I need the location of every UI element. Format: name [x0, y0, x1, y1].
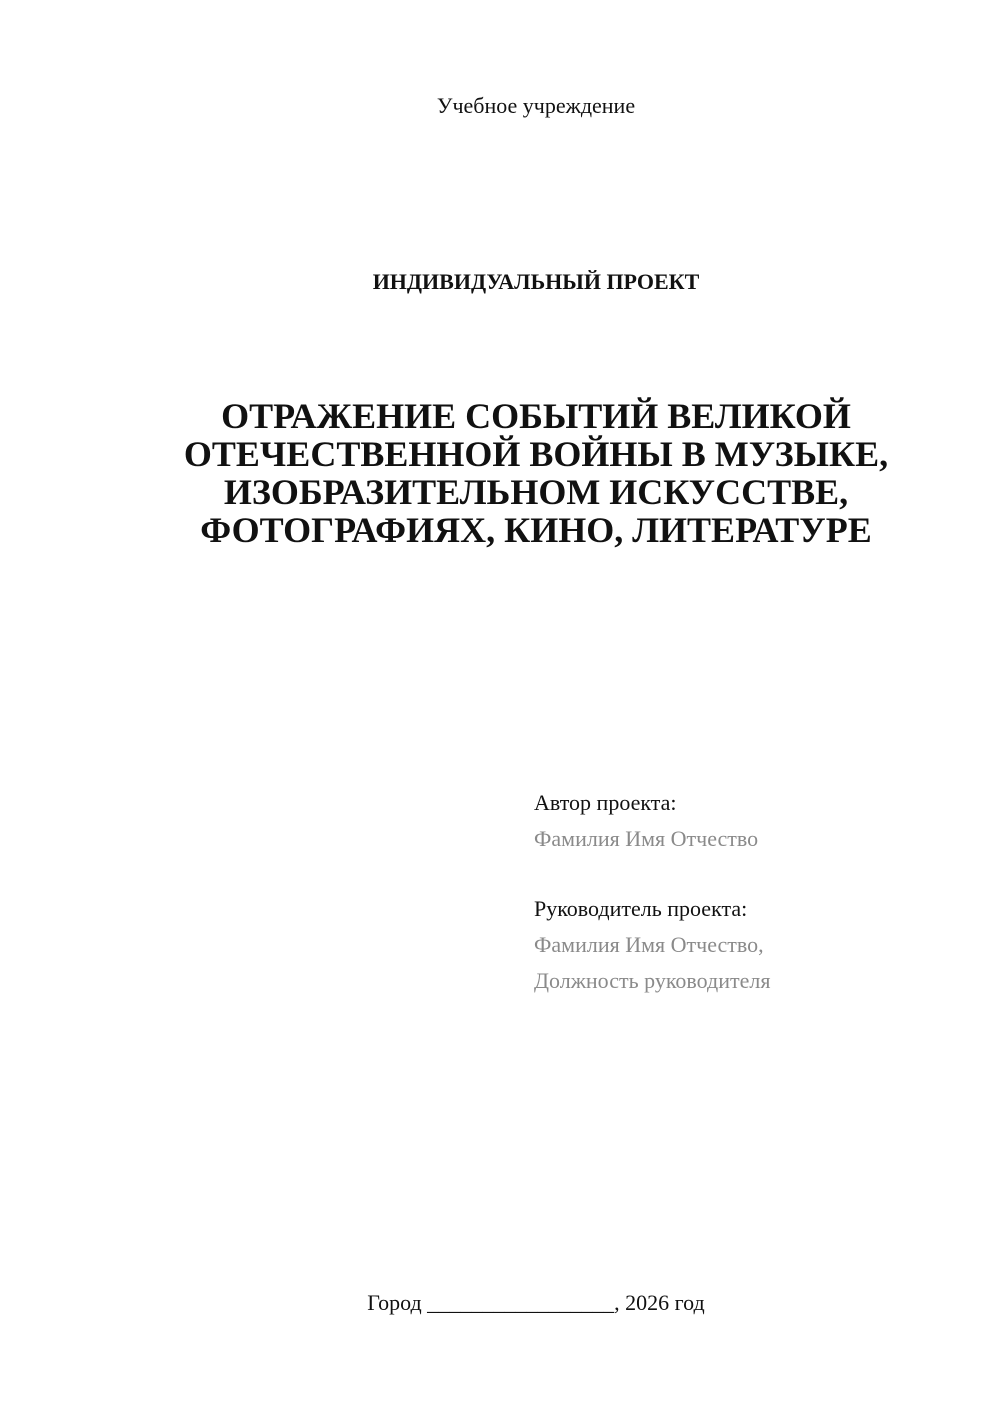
project-title-line: ФОТОГРАФИЯХ, КИНО, ЛИТЕРАТУРЕ — [200, 510, 872, 550]
project-title — [150, 397, 922, 549]
supervisor-position: Должность руководителя — [534, 968, 771, 993]
project-title-line: ОТЕЧЕСТВЕННОЙ ВОЙНЫ В МУЗЫКЕ, — [183, 434, 889, 474]
author-label: Автор проекта: — [534, 790, 677, 815]
document-type: ИНДИВИДУАЛЬНЫЙ ПРОЕКТ — [372, 269, 700, 294]
author-name: Фамилия Имя Отчество — [534, 826, 759, 851]
author-block — [534, 785, 974, 857]
city-year-line: Город _________________, 2026 год — [367, 1290, 705, 1315]
supervisor-name: Фамилия Имя Отчество, — [534, 932, 764, 957]
supervisor-block — [534, 891, 974, 999]
project-title-line: ИЗОБРАЗИТЕЛЬНОМ ИСКУССТВЕ, — [223, 472, 849, 512]
project-title-line: ОТРАЖЕНИЕ СОБЫТИЙ ВЕЛИКОЙ — [221, 396, 851, 436]
supervisor-label: Руководитель проекта: — [534, 896, 748, 921]
institution-name: Учебное учреждение — [436, 93, 636, 118]
